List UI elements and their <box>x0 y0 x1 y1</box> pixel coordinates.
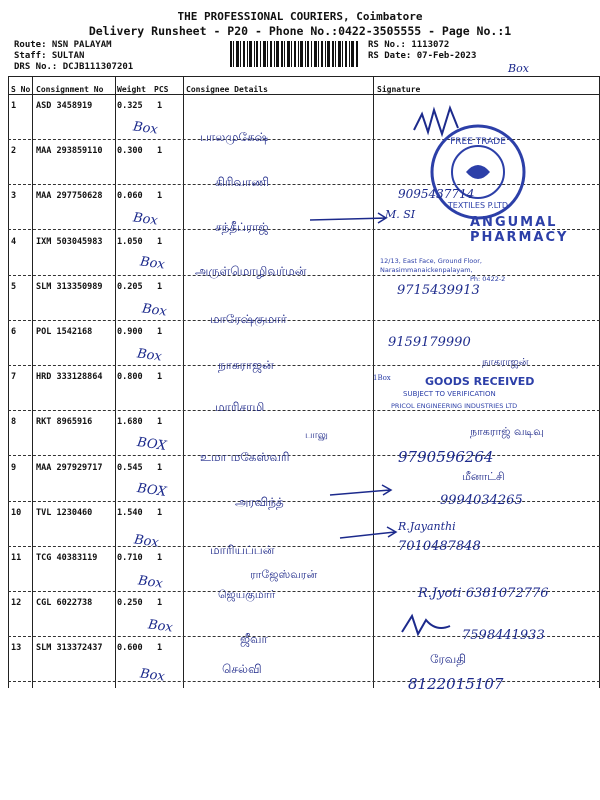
consignee-handwriting: உமா மகேஸ்வரி <box>200 450 290 464</box>
consignee-handwriting: ஜீவா <box>240 632 268 646</box>
row-sno: 2 <box>11 146 17 157</box>
row-pcs: 1 <box>157 462 163 473</box>
row-pcs: 1 <box>157 553 163 563</box>
row-pcs: 1 <box>157 146 163 157</box>
consignee-handwriting: கிரிவாணி <box>215 175 270 189</box>
arrow-marks <box>300 210 400 560</box>
row-consignment-no: IXM 503045983 <box>36 236 103 247</box>
row-consignment-no: MAA 297929717 <box>36 462 103 473</box>
col-consignee-header: Consignee Details <box>186 85 268 94</box>
col-divider <box>115 76 116 688</box>
box-scrawl: Box <box>139 666 166 685</box>
consignee-handwriting: மாரேஷ்குமார் <box>210 312 287 326</box>
name-handwriting: மீனாட்சி <box>462 470 505 483</box>
col-divider <box>32 76 33 688</box>
box-scrawl: Box <box>147 617 174 636</box>
phone-handwriting: 7010487848 <box>398 539 481 554</box>
row-pcs: 1 <box>157 372 163 383</box>
row-consignment-no: TVL 1230460 <box>36 507 93 518</box>
box-scrawl: Box <box>136 346 163 365</box>
col-consignment-header: Consignment No <box>36 85 104 94</box>
row-weight: 1.680 <box>117 417 143 428</box>
box-scrawl: BOX <box>136 435 168 454</box>
box-scrawl: Box <box>133 532 160 551</box>
company-title: THE PROFESSIONAL COURIERS, Coimbatore <box>177 10 423 23</box>
row-sno: 12 <box>11 598 22 609</box>
row-sno: 5 <box>11 281 17 292</box>
row-pcs: 1 <box>157 281 163 292</box>
name-handwriting: நாகராஜன் <box>482 357 529 368</box>
phone-handwriting: 9790596264 <box>398 448 494 466</box>
pharmacy-stamp: ANGUMAL PHARMACY 12/13, East Face, Ground Floor, Narasimmanaickenpalayam, Ph: 0422-2 <box>380 215 569 283</box>
staff-label: Staff: SULTAN <box>14 51 85 61</box>
row-consignment-no: SLM 313372437 <box>36 643 103 654</box>
row-pcs: 1 <box>157 417 163 428</box>
name-handwriting: நாகராஜ் வடிவு <box>470 425 544 438</box>
consignee-handwriting: அருள்மொழிவர்மன் <box>195 264 307 278</box>
row-consignment-no: RKT 8965916 <box>36 417 93 428</box>
row-consignment-no: CGL 6022738 <box>36 598 93 609</box>
row-weight: 0.545 <box>117 462 143 473</box>
col-signature-header: Signature <box>377 85 421 94</box>
row-pcs: 1 <box>157 507 163 518</box>
consignee-handwriting: ஜெயகுமார் <box>218 588 276 601</box>
consignee-handwriting: செல்வி <box>222 662 262 676</box>
phone-handwriting: R.Jyoti 6381072776 <box>418 586 549 601</box>
row-sno: 1 <box>11 101 17 111</box>
table-top-rule <box>8 76 600 77</box>
box-scrawl: Box <box>139 254 166 273</box>
row-consignment-no: TCG 40383119 <box>36 553 98 563</box>
row-sno: 6 <box>11 327 17 337</box>
row-pcs: 1 <box>157 598 163 609</box>
goods-received-stamp: 1Box GOODS RECEIVED SUBJECT TO VERIFICATION PRICOL ENGINEERING INDUSTRIES LTD <box>373 374 535 410</box>
col-divider <box>183 76 184 688</box>
rs-no-label: RS No.: 1113072 <box>368 40 450 50</box>
row-weight: 0.060 <box>117 191 143 202</box>
row-sno: 9 <box>11 462 17 473</box>
runsheet-title: Delivery Runsheet - P20 - Phone No.:0422-3505555 - Page No.:1 <box>88 24 512 38</box>
signature-handwriting: M. SI <box>385 208 416 221</box>
name-handwriting: ரேவதி <box>430 652 467 666</box>
row-pcs: 1 <box>157 327 163 337</box>
row-weight: 0.600 <box>117 643 143 654</box>
box-scrawl: Box <box>132 119 159 138</box>
phone-handwriting: 9159179990 <box>388 335 471 350</box>
col-weight-header: Weight <box>117 85 146 94</box>
seal-bottom-text: TEXTILES P.LTD <box>447 201 509 210</box>
row-sno: 7 <box>11 372 17 383</box>
row-sno: 13 <box>11 643 22 654</box>
row-weight: 0.205 <box>117 281 143 292</box>
phone-handwriting: 7598441933 <box>462 628 545 643</box>
consignee-handwriting: மாரியப்பன் <box>210 543 275 557</box>
row-weight: 1.540 <box>117 507 143 518</box>
consignee-note: பாலு <box>305 430 328 441</box>
row-pcs: 1 <box>157 191 163 202</box>
row-consignment-no: POL 1542168 <box>36 327 93 337</box>
row-weight: 0.800 <box>117 372 143 383</box>
route-label: Route: NSN PALAYAM <box>14 40 112 50</box>
box-scrawl: Box <box>132 210 159 229</box>
consignee-handwriting: பாலமுகேஷ் <box>200 130 269 144</box>
row-pcs: 1 <box>157 643 163 654</box>
phone-handwriting: 9095437714 <box>398 187 475 201</box>
box-top-scrawl: Box <box>508 62 529 75</box>
barcode <box>230 41 358 67</box>
rs-date-label: RS Date: 07-Feb-2023 <box>368 51 477 61</box>
row-consignment-no: HRD 333128864 <box>36 372 103 383</box>
row-weight: 0.325 <box>117 101 143 111</box>
row-sno: 3 <box>11 191 17 202</box>
row-pcs: 1 <box>157 101 163 111</box>
row-weight: 0.250 <box>117 598 143 609</box>
col-pcs-header: PCS <box>154 85 169 94</box>
row-weight: 0.300 <box>117 146 143 157</box>
col-divider <box>8 76 9 688</box>
col-sno-header: S No <box>11 85 31 94</box>
row-sno: 11 <box>11 553 22 563</box>
consignee-handwriting: மாரிசாமி <box>215 400 265 414</box>
drs-label: DRS No.: DCJB111307201 <box>14 62 134 72</box>
phone-handwriting: 9994034265 <box>440 493 523 508</box>
consignee-handwriting: ராஜேஸ்வரன் <box>250 568 318 581</box>
consignee-handwriting: நாகராஜன் <box>218 358 274 372</box>
box-scrawl: Box <box>141 301 168 320</box>
signature-scribble <box>400 612 455 638</box>
row-consignment-no: MAA 297750628 <box>36 191 103 202</box>
row-divider <box>8 681 600 682</box>
row-consignment-no: SLM 313350989 <box>36 281 103 292</box>
phone-handwriting: 8122015107 <box>408 675 504 693</box>
consignee-handwriting: சந்தீப்ராஜ் <box>215 220 269 234</box>
seal-top-text: FREE TRADE <box>450 137 506 147</box>
row-consignment-no: MAA 293859110 <box>36 146 103 157</box>
row-consignment-no: ASD 3458919 <box>36 101 93 111</box>
box-scrawl: Box <box>137 573 164 592</box>
row-weight: 0.900 <box>117 327 143 337</box>
row-weight: 0.710 <box>117 553 143 563</box>
table-header-rule <box>8 94 600 95</box>
row-sno: 8 <box>11 417 17 428</box>
box-scrawl: BOX <box>136 481 168 500</box>
phone-handwriting: 9715439913 <box>397 283 480 298</box>
signature-handwriting: R.Jayanthi <box>398 520 456 533</box>
row-sno: 10 <box>11 507 22 518</box>
row-weight: 1.050 <box>117 236 143 247</box>
consignee-handwriting: அரவிந்த் <box>235 495 284 509</box>
row-sno: 4 <box>11 236 17 247</box>
company-seal-icon <box>428 122 528 222</box>
row-pcs: 1 <box>157 236 163 247</box>
